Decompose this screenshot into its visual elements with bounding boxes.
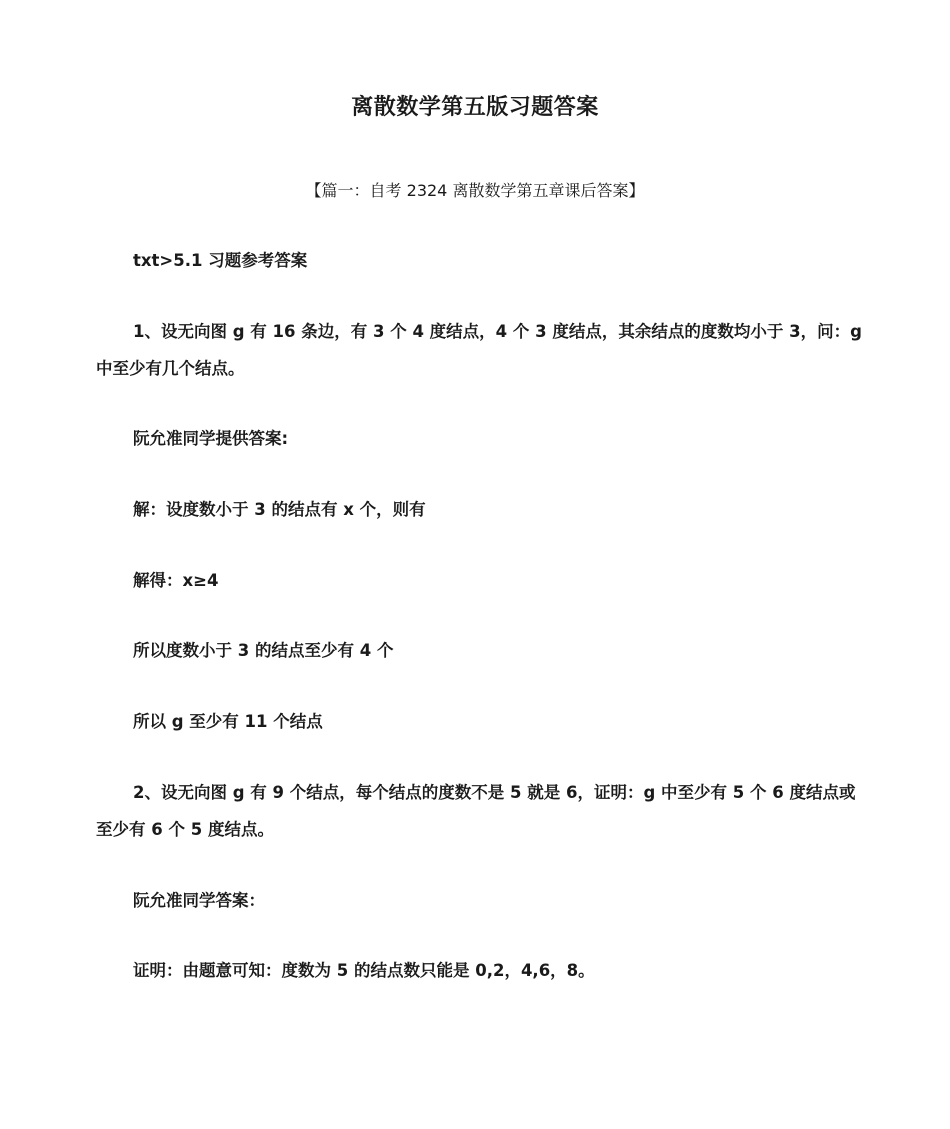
solution-line-3: 所以度数小于 3 的结点至少有 4 个 (133, 641, 394, 660)
solution-line-2: 解得：x≥4 (133, 571, 219, 590)
solution-line-4: 所以 g 至少有 11 个结点 (133, 712, 323, 731)
document-title: 离散数学第五版习题答案 (351, 95, 599, 120)
answer-provider-1: 阮允准同学提供答案: (133, 429, 289, 448)
question-1: 1、设无向图 g 有 16 条边，有 3 个 4 度结点，4 个 3 度结点，其余结点的度数均小于 3，问：g 中至少有几个结点。 (96, 322, 862, 378)
document-subtitle: 【篇一：自考 2324 离散数学第五章课后答案】 (305, 181, 645, 200)
question-2: 2、设无向图 g 有 9 个结点，每个结点的度数不是 5 就是 6，证明：g 中至少有 5 个 6 度结点或至少有 6 个 5 度结点。 (96, 783, 856, 839)
section-heading: txt>5.1 习题参考答案 (133, 251, 308, 270)
solution-line-1: 解：设度数小于 3 的结点有 x 个，则有 (133, 500, 426, 519)
proof-line-1: 证明：由题意可知：度数为 5 的结点数只能是 0,2，4,6，8。 (133, 961, 595, 980)
answer-provider-2: 阮允准同学答案： (133, 891, 265, 910)
